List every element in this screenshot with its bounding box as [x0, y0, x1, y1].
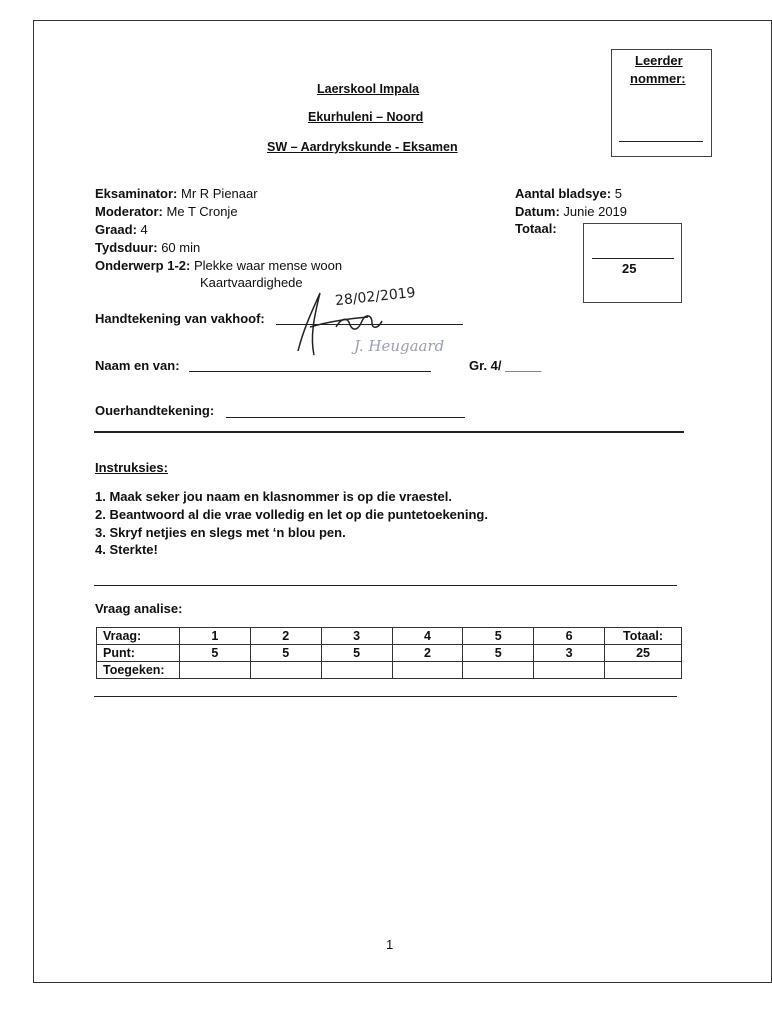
awarded-cell[interactable]: [250, 662, 321, 679]
pages-row: [515, 185, 622, 203]
table-cell: 3: [534, 645, 605, 662]
date-value: Junie 2019: [559, 204, 628, 219]
total-label: Totaal:: [515, 221, 557, 236]
duration-label: Tydsduur:: [95, 240, 158, 255]
name-label: Naam en van:: [95, 358, 180, 373]
school-district: Ekurhuleni – Noord: [308, 110, 424, 124]
learner-label-line1: Leerder: [635, 53, 683, 68]
question-analysis-table: [96, 627, 682, 679]
pages-label: Aantal bladsye:: [515, 186, 612, 201]
head-signature-label: Handtekening van vakhoof:: [95, 311, 265, 326]
instruction-item: 2. Beantwoord al die vrae volledig en let op die puntetoekening.: [95, 507, 488, 522]
school-name: Laerskool Impala: [317, 82, 420, 96]
grade-row: [95, 221, 148, 239]
exam-cover-page: [33, 20, 772, 983]
awarded-cell[interactable]: [321, 662, 392, 679]
total-score-line[interactable]: [592, 258, 674, 259]
stamp-text: J. Heugaard: [354, 337, 445, 355]
instruction-item: 4. Sterkte!: [95, 542, 158, 557]
total-score-box: [583, 223, 682, 303]
table-cell: 5: [179, 645, 250, 662]
exam-title: SW – Aardrykskunde - Eksamen: [267, 140, 458, 154]
topic-value-line1: Plekke waar mense woon: [190, 258, 343, 273]
section-divider: [94, 696, 677, 697]
learner-label-line2: nommer:: [630, 71, 686, 86]
date-label: Datum:: [515, 204, 560, 219]
table-cell: 4: [392, 628, 463, 645]
page-number: 1: [386, 937, 394, 952]
instruction-item: 1. Maak seker jou naam en klasnommer is op die vraestel.: [95, 489, 452, 504]
instruction-item: 3. Skryf netjies en slegs met ‘n blou pen.: [95, 525, 346, 540]
table-row: [97, 628, 682, 645]
awarded-cell[interactable]: [463, 662, 534, 679]
learner-number-line[interactable]: [619, 141, 703, 142]
learner-number-box: [611, 49, 712, 157]
section-divider: [94, 431, 684, 433]
grade-label: Graad:: [95, 222, 137, 237]
table-cell: 6: [534, 628, 605, 645]
awarded-cell[interactable]: [392, 662, 463, 679]
table-row: [97, 662, 682, 679]
table-cell: Toegeken:: [97, 662, 180, 679]
table-cell: Totaal:: [605, 628, 682, 645]
table-cell: 3: [321, 628, 392, 645]
total-score-value: 25: [622, 261, 637, 276]
moderator-value: Me T Cronje: [162, 204, 238, 219]
examiner-value: Mr R Pienaar: [177, 186, 258, 201]
name-input-line[interactable]: [189, 371, 431, 372]
duration-value: 60 min: [157, 240, 201, 255]
awarded-cell[interactable]: [179, 662, 250, 679]
table-cell: 2: [392, 645, 463, 662]
moderator-row: [95, 203, 238, 221]
pages-value: 5: [611, 186, 622, 201]
awarded-cell[interactable]: [534, 662, 605, 679]
grade-value: 4: [136, 222, 148, 237]
topic-label: Onderwerp 1-2:: [95, 258, 191, 273]
table-cell: Punt:: [97, 645, 180, 662]
parent-signature-label: Ouerhandtekening:: [95, 403, 215, 418]
awarded-cell[interactable]: [605, 662, 682, 679]
table-cell: 2: [250, 628, 321, 645]
table-cell: 5: [463, 645, 534, 662]
table-cell: Vraag:: [97, 628, 180, 645]
table-cell: 5: [250, 645, 321, 662]
signed-date: 28/02/2019: [334, 284, 417, 310]
table-cell: 25: [605, 645, 682, 662]
instructions-heading: Instruksies:: [95, 460, 168, 475]
date-row: [515, 203, 627, 221]
topic-row: [95, 257, 342, 275]
topic-value-line2: Kaartvaardighede: [200, 275, 303, 290]
parent-signature-line[interactable]: [226, 417, 465, 418]
duration-row: [95, 239, 200, 257]
table-cell: 5: [321, 645, 392, 662]
grade-class-field[interactable]: Gr. 4/ _____: [469, 358, 542, 373]
examiner-label: Eksaminator:: [95, 186, 178, 201]
section-divider: [94, 585, 677, 586]
analysis-heading: Vraag analise:: [95, 601, 183, 616]
table-cell: 1: [179, 628, 250, 645]
examiner-row: [95, 185, 258, 203]
table-cell: 5: [463, 628, 534, 645]
moderator-label: Moderator:: [95, 204, 163, 219]
table-row: [97, 645, 682, 662]
